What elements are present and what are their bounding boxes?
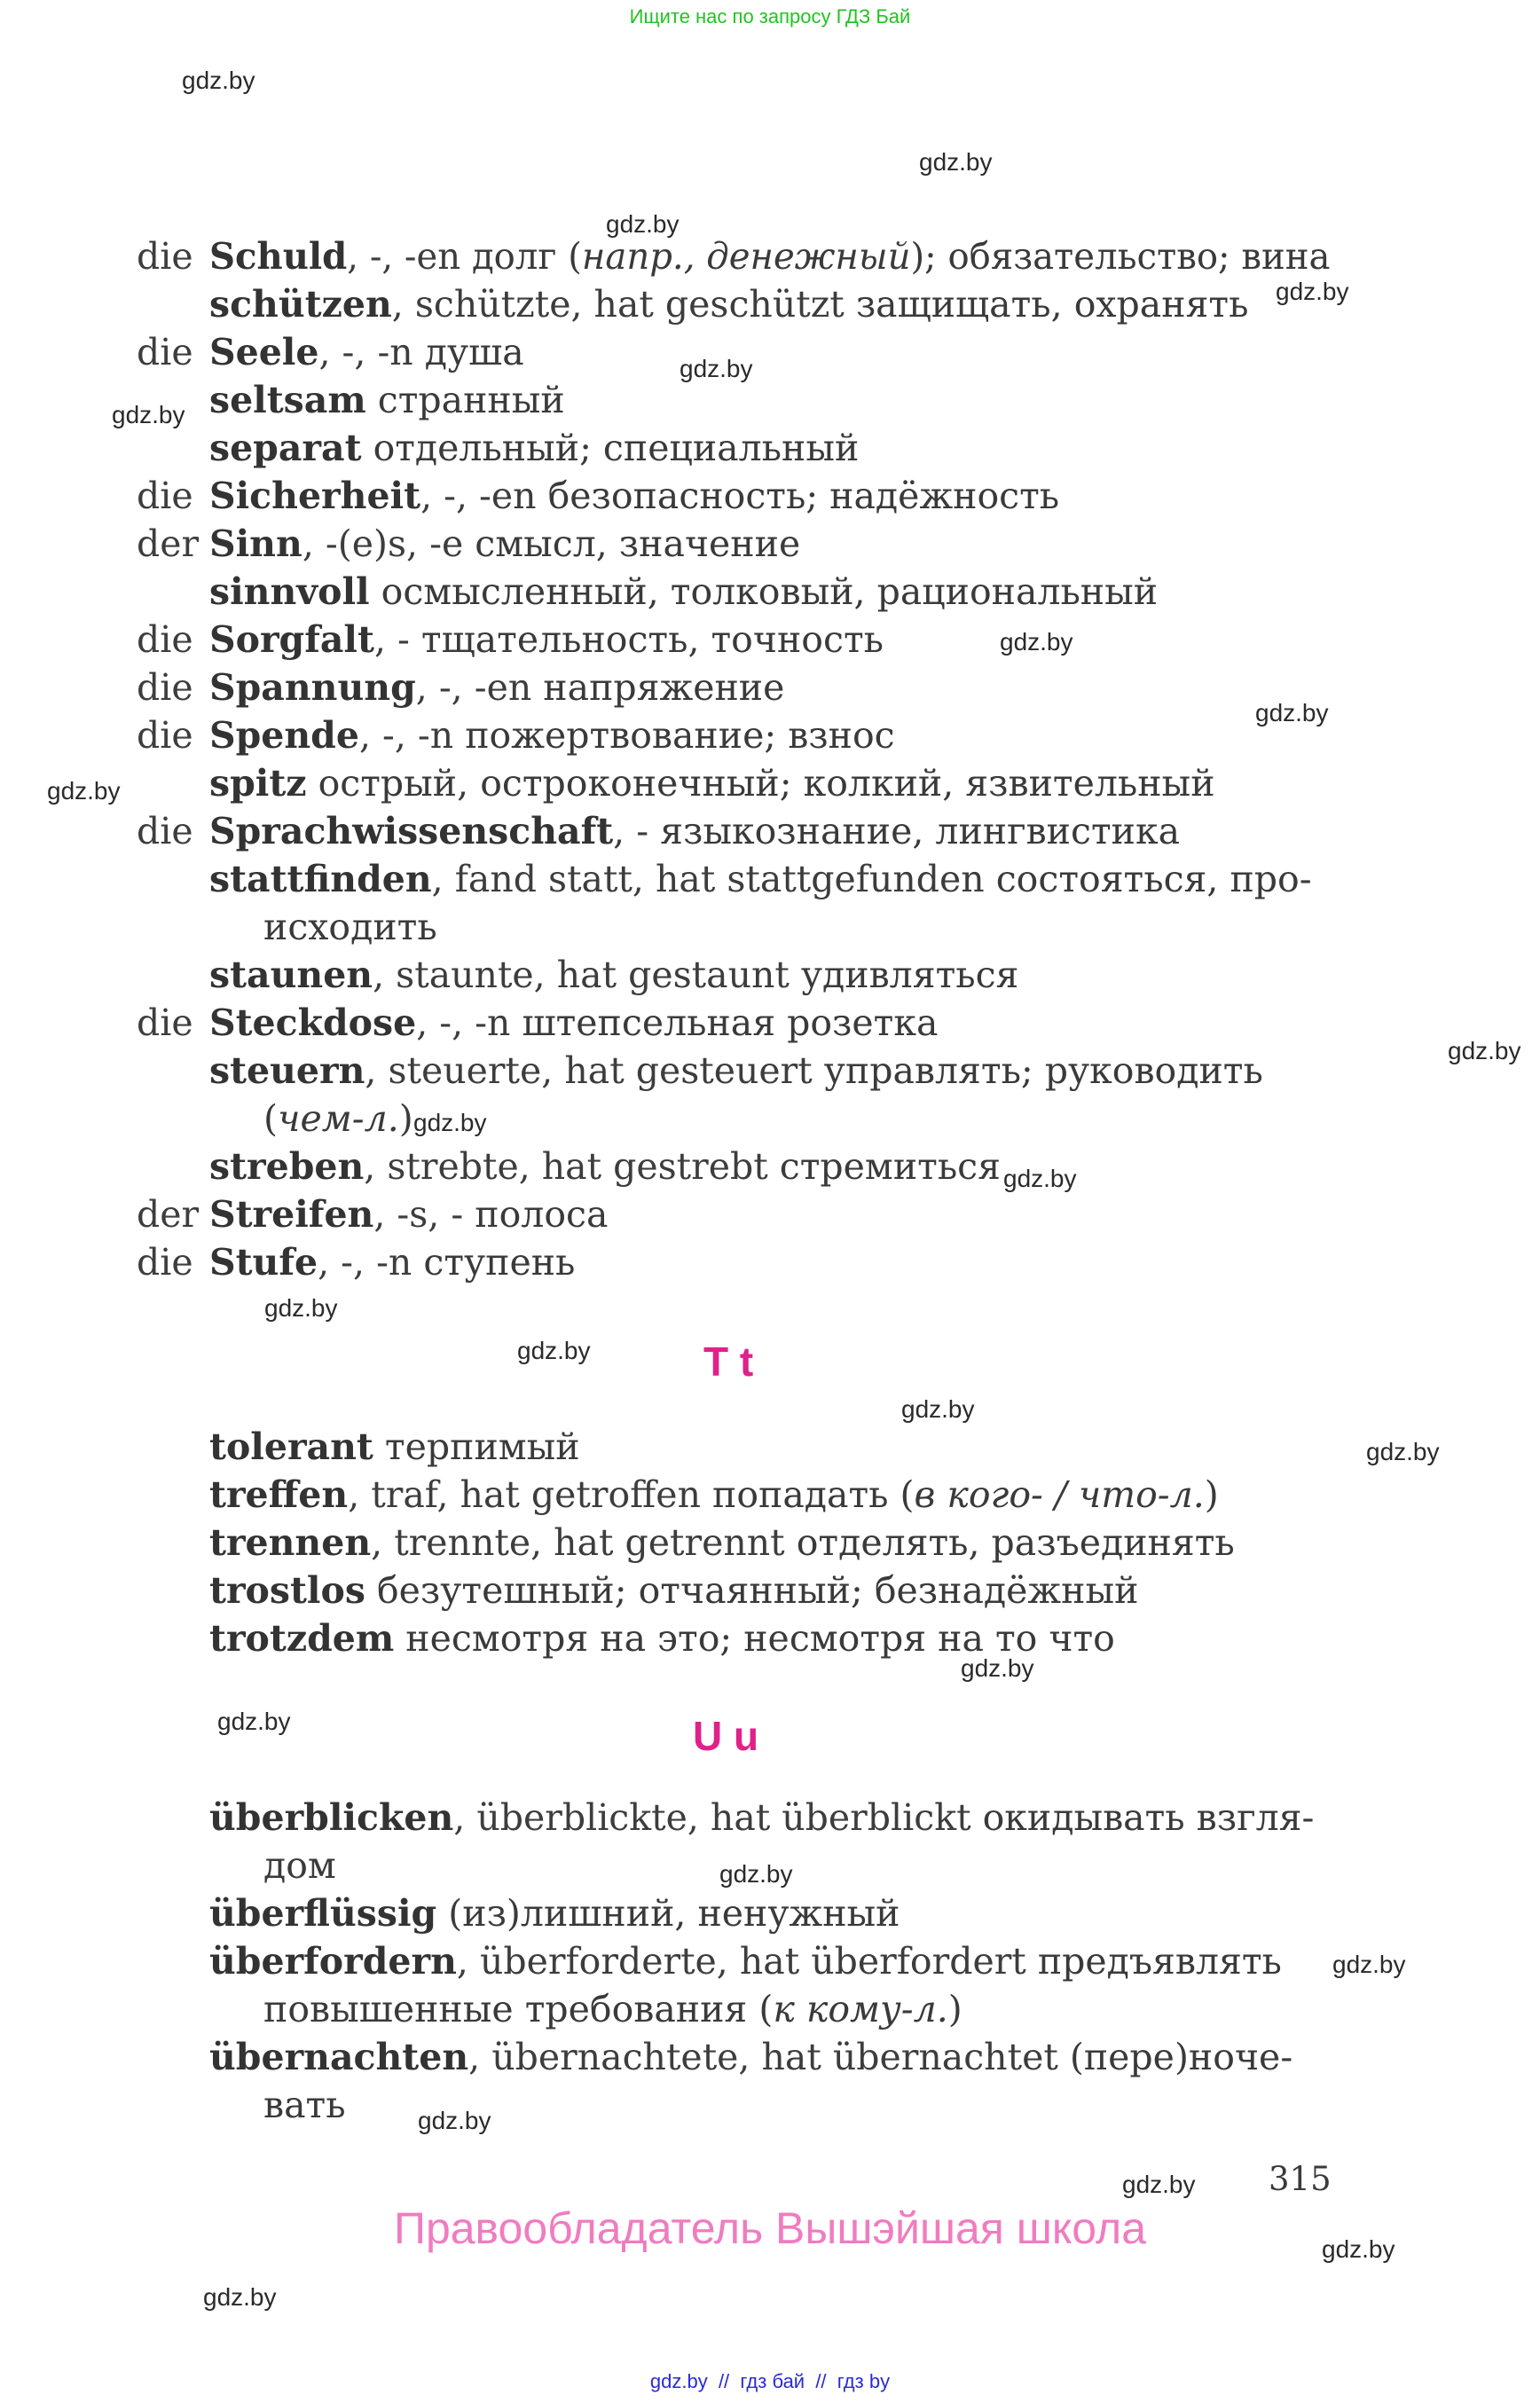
entry-article: die	[137, 618, 193, 661]
watermark: gdz.by	[112, 401, 185, 428]
entry-translation: ступень	[423, 1241, 576, 1284]
entry-headword: Sorgfalt	[209, 618, 374, 661]
watermark: gdz.by	[203, 2283, 277, 2311]
entry-grammar: , traf, hat getroffen	[348, 1473, 713, 1516]
entry-grammar: , -, -n	[416, 1001, 522, 1044]
entry-translation: душа	[424, 331, 524, 373]
entry-headword: übernachten	[209, 2036, 469, 2078]
watermark: gdz.by	[217, 1708, 291, 1735]
entry-article: die	[137, 235, 193, 278]
entry-headword: tolerant	[209, 1425, 373, 1468]
watermark: gdz.by	[1255, 699, 1329, 726]
watermark: gdz.by	[418, 2107, 491, 2134]
entry-headword: Seele	[209, 331, 319, 373]
entry-grammar	[366, 379, 378, 421]
section-letter-u: U u	[693, 1713, 759, 1759]
entry-grammar: , -(e)s, -e	[302, 522, 475, 565]
entry-grammar: , steuerte, hat gesteuert	[365, 1049, 824, 1092]
entry-translation: полоса	[475, 1193, 609, 1236]
entry-grammar: , übernachtete, hat übernachtet	[468, 2036, 1070, 2078]
entry-translation: отдельный; специальный	[373, 427, 860, 469]
entry-continuation: вать	[263, 2084, 346, 2126]
entry-article: die	[137, 810, 193, 852]
entry-headword: überblicken	[209, 1796, 454, 1839]
entry-translation: штепсельная розетка	[522, 1001, 939, 1044]
watermark: gdz.by	[264, 1294, 338, 1322]
watermark: gdz.by	[919, 148, 993, 176]
entry-translation: предъявлять	[1037, 1940, 1282, 1983]
entry-continuation: повышенные требования (к кому-л.)	[263, 1988, 962, 2030]
entry-headword: überfordern	[209, 1940, 457, 1983]
entry-note: в кого- / что-л.	[914, 1473, 1205, 1516]
entry-translation: острый, остроконечный; колкий, язвительный	[318, 762, 1215, 805]
section-letter-t: T t	[703, 1339, 754, 1385]
entry-grammar	[307, 762, 318, 805]
entry-translation: окидывать взгля-	[982, 1796, 1315, 1839]
watermark: gdz.by	[719, 1860, 793, 1888]
entry-translation: состояться, про-	[995, 858, 1312, 900]
entry-headword: Streifen	[209, 1193, 374, 1236]
entry-translation: управлять; руководить	[823, 1049, 1263, 1092]
watermark: gdz.by	[1000, 628, 1073, 656]
entry-translation: долг (	[471, 235, 582, 278]
entry-translation-rest: ); обязательство; вина	[910, 235, 1331, 278]
entry-headword: separat	[209, 427, 362, 469]
entry-headword: Sicherheit	[209, 475, 421, 517]
entry-grammar: , -s, -	[373, 1193, 475, 1236]
entry-article: die	[137, 331, 193, 373]
entry-grammar	[362, 427, 373, 469]
watermark: gdz.by	[1003, 1165, 1077, 1192]
entry-headword: überflüssig	[209, 1892, 437, 1935]
entry-article: die	[137, 1241, 193, 1284]
entry-headword: spitz	[209, 762, 307, 805]
top-banner[interactable]: Ищите нас по запросу ГДЗ Бай	[629, 5, 911, 27]
entry-translation: защищать, охранять	[855, 283, 1249, 326]
entry-continuation: исходить	[263, 906, 437, 948]
entry-headword: Steckdose	[209, 1001, 417, 1044]
entry-headword: Spende	[209, 714, 359, 757]
entry-headword: staunen	[209, 954, 373, 996]
watermark: gdz.by	[961, 1654, 1034, 1682]
entry-grammar: , -	[373, 618, 421, 661]
entry-translation: (пере)ноче-	[1069, 2036, 1293, 2078]
entry-translation: пожертвование; взнос	[465, 714, 895, 757]
entry-grammar: , schützte, hat geschützt	[391, 283, 856, 326]
entry-grammar	[373, 1425, 385, 1468]
entry-translation: удивляться	[800, 954, 1019, 996]
entry-article: die	[137, 666, 193, 709]
entry-translation: тщательность, точность	[420, 618, 884, 661]
entry-grammar: , staunte, hat gestaunt	[373, 954, 801, 996]
entry-article: die	[137, 1001, 193, 1044]
entry-translation: попадать (	[712, 1473, 915, 1516]
watermark: gdz.by	[413, 1109, 487, 1136]
entry-translation: (из)лишний, ненужный	[448, 1892, 900, 1935]
entry-grammar: , strebte, hat gestrebt	[364, 1145, 780, 1188]
entry-headword: sinnvoll	[209, 570, 370, 613]
entry-translation: несмотря на это; несмотря на то что	[405, 1617, 1115, 1660]
watermark: gdz.by	[1322, 2235, 1395, 2263]
watermark: gdz.by	[182, 67, 255, 94]
watermark: gdz.by	[47, 777, 121, 805]
watermark: gdz.by	[1366, 1438, 1440, 1465]
entry-translation: терпимый	[384, 1425, 580, 1468]
entry-headword: stattfinden	[209, 858, 432, 900]
entry-translation: языкознание, лингвистика	[660, 810, 1181, 852]
watermark: gdz.by	[517, 1337, 591, 1364]
entry-headword: trostlos	[209, 1569, 365, 1612]
watermark: gdz.by	[1276, 278, 1349, 305]
entry-grammar: , -, -en	[415, 666, 544, 709]
watermark: gdz.by	[680, 355, 753, 382]
entry-grammar	[365, 1569, 377, 1612]
entry-headword: Schuld	[209, 235, 348, 278]
entry-translation: смысл, значение	[475, 522, 801, 565]
entry-grammar: , -, -n	[318, 331, 425, 373]
entry-headword: streben	[209, 1145, 365, 1188]
entry-headword: Sprachwissenschaft	[209, 810, 614, 852]
entry-translation: напряжение	[543, 666, 785, 709]
entry-grammar: , -, -en	[420, 475, 548, 517]
entry-grammar: , -, -en	[347, 235, 472, 278]
footer-links[interactable]: gdz.by // гдз бай // гдз by	[649, 2370, 891, 2392]
entry-article: die	[137, 475, 193, 517]
entry-translation: отделять, разъединять	[796, 1521, 1235, 1564]
entry-grammar: , -, -n	[358, 714, 466, 757]
entry-headword: treffen	[209, 1473, 349, 1516]
watermark: gdz.by	[606, 210, 680, 238]
watermark: gdz.by	[1332, 1951, 1406, 1978]
entry-translation: стремиться	[779, 1145, 1001, 1188]
entry-continuation: дом	[263, 1844, 336, 1887]
entry-headword: Sinn	[209, 522, 302, 565]
entry-article: die	[137, 714, 193, 757]
watermark: gdz.by	[901, 1395, 975, 1423]
entry-grammar	[370, 570, 381, 613]
entry-headword: seltsam	[209, 379, 366, 421]
entry-translation: безопасность; надёжность	[547, 475, 1060, 517]
entry-grammar: , überblickte, hat überblickt	[453, 1796, 983, 1839]
entry-note: напр., денежный	[581, 235, 911, 278]
entry-grammar: , -, -n	[318, 1241, 424, 1284]
entry-continuation: (чем-л.)	[263, 1097, 413, 1140]
entry-translation: безутешный; отчаянный; безнадёжный	[376, 1569, 1139, 1612]
page-number: 315	[1269, 2160, 1332, 2198]
entry-article: der	[137, 522, 200, 565]
entry-headword: Stufe	[209, 1241, 318, 1284]
entry-headword: steuern	[209, 1049, 365, 1092]
entry-translation-rest: )	[1204, 1473, 1219, 1516]
watermark: gdz.by	[1122, 2171, 1196, 2198]
entry-translation: осмысленный, толковый, рациональный	[381, 570, 1159, 613]
entry-grammar	[436, 1892, 448, 1935]
rights-holder: Правообладатель Вышэйшая школа	[394, 2203, 1146, 2253]
entry-grammar: , überforderte, hat überfordert	[456, 1940, 1038, 1983]
entry-grammar: , -	[613, 810, 661, 852]
entry-headword: trotzdem	[209, 1617, 395, 1660]
watermark: gdz.by	[1448, 1037, 1521, 1064]
entry-grammar	[394, 1617, 405, 1660]
entry-headword: schützen	[209, 283, 392, 326]
entry-grammar: , trennte, hat getrennt	[371, 1521, 797, 1564]
entry-grammar: , fand statt, hat stattgefunden	[431, 858, 996, 900]
entry-translation: странный	[377, 379, 565, 421]
entry-headword: trennen	[209, 1521, 372, 1564]
entry-article: der	[137, 1193, 200, 1236]
entry-headword: Spannung	[209, 666, 416, 709]
